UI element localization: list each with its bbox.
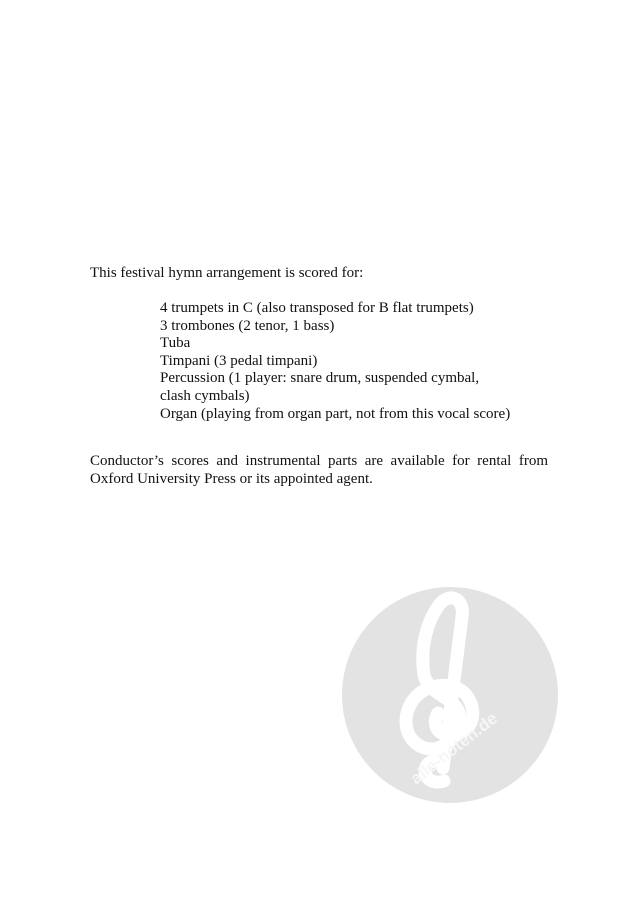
rental-note: Conductor’s scores and instrumental parts are available for rental from Oxford University Press or its appointed agent. xyxy=(90,453,548,487)
instrument-item: Organ (playing from organ part, not from this vocal score) xyxy=(160,405,511,422)
instrument-item: Percussion (1 player: snare drum, suspended cymbal, xyxy=(160,370,480,387)
instrument-item: clash cymbals) xyxy=(160,387,250,404)
instrument-item: Tuba xyxy=(160,335,191,352)
instrument-item: 4 trumpets in C (also transposed for B flat trumpets) xyxy=(160,300,474,316)
scoring-intro: This festival hymn arrangement is scored for: xyxy=(90,265,364,281)
instrument-item: 3 trombones (2 tenor, 1 bass) xyxy=(160,317,335,334)
watermark-logo xyxy=(340,585,560,805)
watermark-text: alle-noten.de xyxy=(406,708,502,789)
instrument-item: Timpani (3 pedal timpani) xyxy=(160,352,318,369)
instrument-list xyxy=(160,300,510,423)
